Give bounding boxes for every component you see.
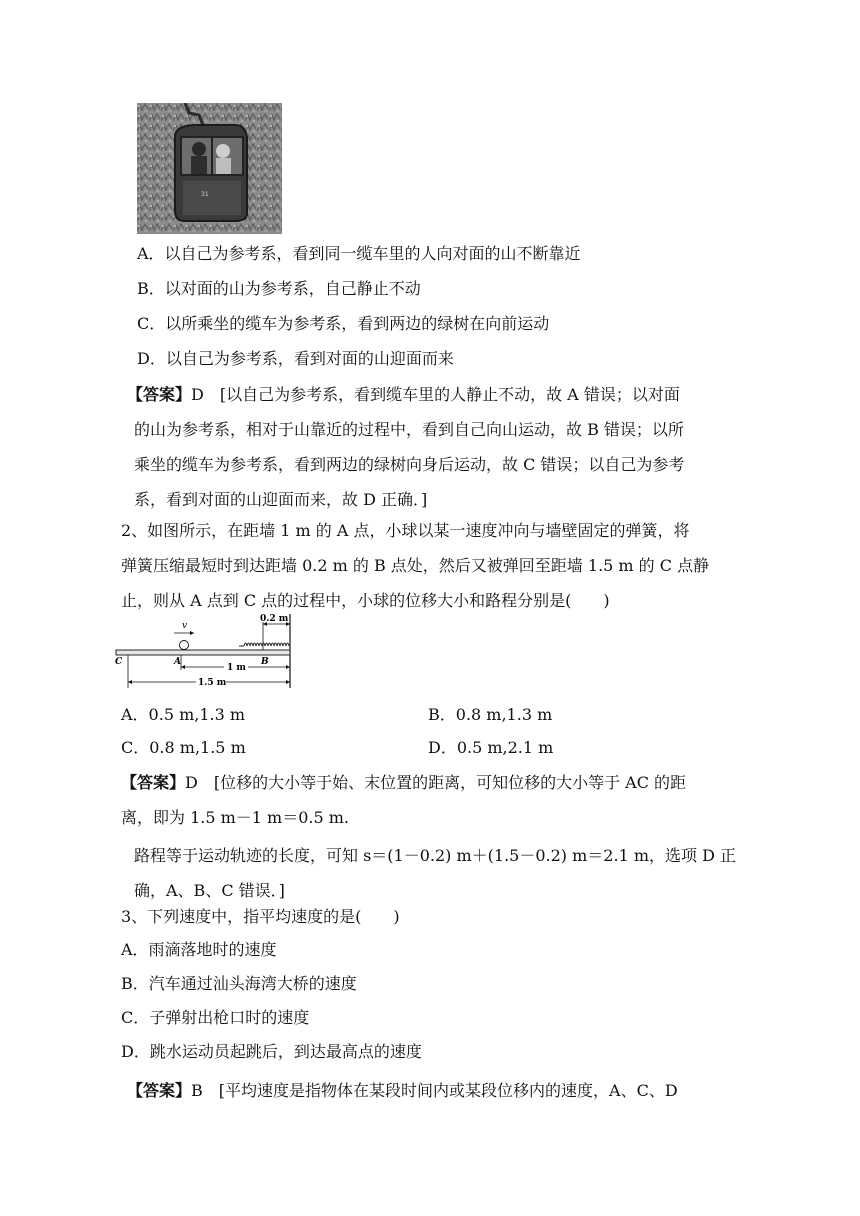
q1-option-c: C．以所乘坐的缆车为参考系，看到两边的绿树在向前运动 xyxy=(137,314,550,333)
dim-0-2-label: 0.2 m xyxy=(260,614,289,624)
q1-option-b: B．以对面的山为参考系，自己静止不动 xyxy=(137,279,421,298)
q2-option-b: B．0.8 m,1.3 m xyxy=(428,705,553,724)
answer-tag: 【答案】 xyxy=(127,1081,192,1100)
q2-answer-line-4: 确，A、B、C 错误．] xyxy=(134,881,285,900)
q1-answer-line-3: 乘坐的缆车为参考系，看到两边的绿树向身后运动，故 C 错误；以自己为参考 xyxy=(134,455,685,474)
spring xyxy=(244,643,289,646)
q3-option-a: A．雨滴落地时的速度 xyxy=(121,940,277,959)
answer-tag: 【答案】 xyxy=(127,385,192,404)
dim-1-5-label: 1.5 m xyxy=(198,678,227,688)
svg-text:31: 31 xyxy=(201,191,209,198)
q1-answer-line-2: 的山为参考系，相对于山靠近的过程中，看到自己向山运动，故 B 错误；以所 xyxy=(134,420,684,439)
q2-answer-line-3: 路程等于运动轨迹的长度，可知 s＝(1－0.2) m＋(1.5－0.2) m＝2.1 m，选项 D 正 xyxy=(134,846,737,865)
q2-option-a: A．0.5 m,1.3 m xyxy=(121,705,246,724)
answer-tag: 【答案】 xyxy=(121,773,186,792)
q1-option-a: A．以自己为参考系，看到同一缆车里的人向对面的山不断靠近 xyxy=(137,244,581,263)
q1-answer-line-1: 【答案】D [以自己为参考系，看到缆车里的人静止不动，故 A 错误；以对面 xyxy=(127,385,680,404)
q1-option-d: D．以自己为参考系，看到对面的山迎面而来 xyxy=(137,349,454,368)
q3-answer-line-1: 【答案】B [平均速度是指物体在某段时间内或某段位移内的速度，A、C、D xyxy=(127,1081,678,1100)
q2-option-d: D．0.5 m,2.1 m xyxy=(428,738,554,757)
q3-option-d: D．跳水运动员起跳后，到达最高点的速度 xyxy=(121,1042,422,1061)
velocity-label: v xyxy=(182,621,188,631)
q1-answer-line-4: 系，看到对面的山迎面而来，故 D 正确．] xyxy=(134,490,428,509)
label-b: B xyxy=(261,657,269,667)
label-c: C xyxy=(115,657,123,667)
q2-answer-line-2: 离，即为 1.5 m－1 m＝0.5 m. xyxy=(121,808,350,827)
q2-answer-line-1: 【答案】D [位移的大小等于始、末位置的距离，可知位移的大小等于 AC 的距 xyxy=(121,773,687,792)
q2-option-c: C．0.8 m,1.5 m xyxy=(121,738,246,757)
label-a: A xyxy=(174,657,181,667)
cable-car-photo xyxy=(137,103,282,234)
q3-stem: 3、下列速度中，指平均速度的是( ) xyxy=(121,907,400,926)
spring-wall-diagram xyxy=(114,612,294,690)
q2-stem-line-3: 止，则从 A 点到 C 点的过程中，小球的位移大小和路程分别是( ) xyxy=(121,591,610,610)
q2-stem-line-2: 弹簧压缩最短时到达距墙 0.2 m 的 B 点处，然后又被弹回至距墙 1.5 m 的 C 点静 xyxy=(121,556,710,575)
q2-stem-line-1: 2、如图所示，在距墙 1 m 的 A 点，小球以某一速度冲向与墙壁固定的弹簧，将 xyxy=(121,521,690,540)
ball xyxy=(180,641,189,650)
q3-option-b: B．汽车通过汕头海湾大桥的速度 xyxy=(121,974,357,993)
q3-option-c: C．子弹射出枪口时的速度 xyxy=(121,1008,310,1027)
dim-1-label: 1 m xyxy=(227,663,246,673)
ground xyxy=(116,650,290,655)
